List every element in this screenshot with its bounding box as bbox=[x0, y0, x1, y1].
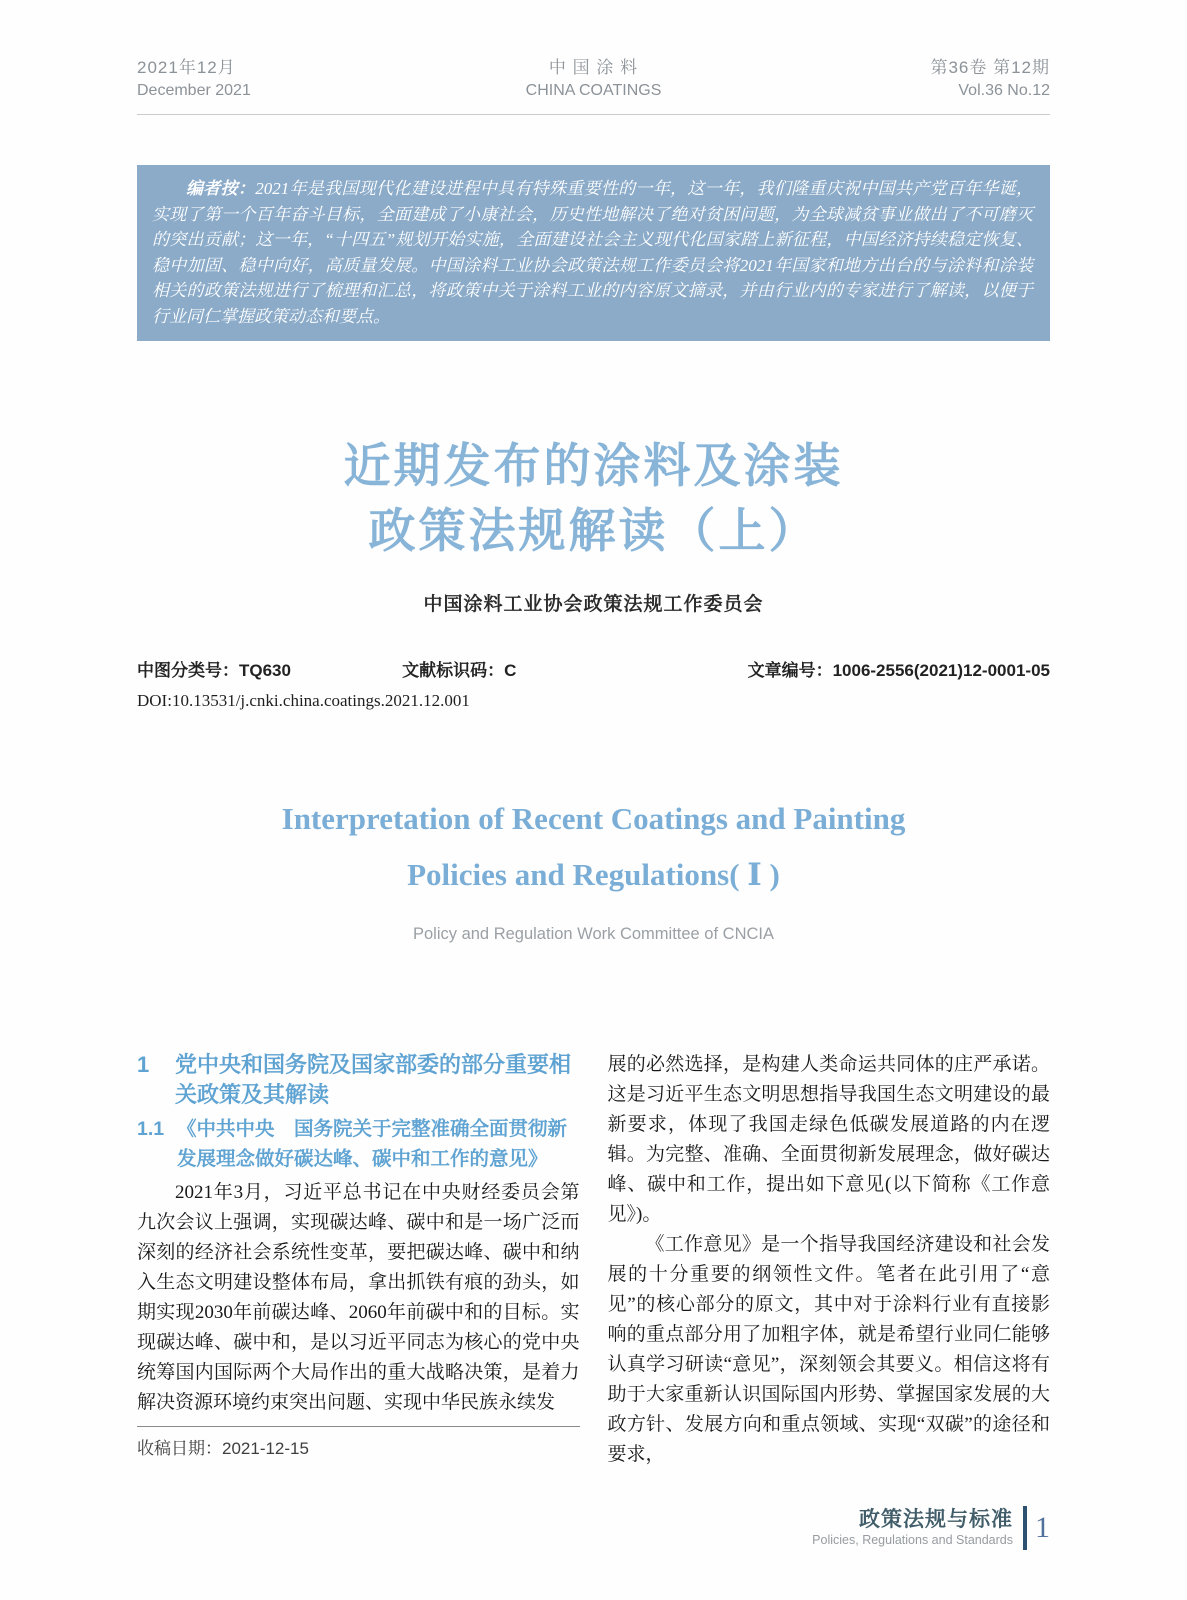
issue-date-en: December 2021 bbox=[137, 82, 251, 99]
article-title-en-line1: Interpretation of Recent Coatings and Painting bbox=[281, 801, 906, 836]
paragraph-1-right: 展的必然选择，是构建人类命运共同体的庄严承诺。这是习近平生态文明思想指导我国生态文明建设的最新要求，体现了我国走绿色低碳发展道路的内在逻辑。为完整、准确、全面贯彻新发展理念，做好碳达峰、碳中和工作，提出如下意见(以下简称《工作意见》)。 bbox=[607, 1054, 1050, 1225]
editor-note-box bbox=[137, 165, 1050, 341]
page-footer bbox=[812, 1506, 1050, 1550]
section-1-heading bbox=[137, 1050, 580, 1110]
article-id: 文章编号：1006-2556(2021)12-0001-05 bbox=[747, 661, 1050, 680]
received-date-note: 收稿日期：2021-12-15 bbox=[137, 1426, 580, 1459]
article-title-en bbox=[137, 791, 1050, 903]
editor-note-label: 编者按： bbox=[186, 179, 256, 198]
paragraph-2: 《工作意见》是一个指导我国经济建设和社会发展的十分重要的纲领性文件。笔者在此引用了“意见”的核心部分的原文，其中对于涂料行业有直接影响的重点部分用了加粗字体，就是希望行业同仁能够认真学习研读“意见”，深刻领会其要义。相信这将有助于大家重新认识国际国内形势、掌握国家发展的大政方针、发展方向和重点领域、实现“双碳”的途径和要求， bbox=[607, 1234, 1050, 1465]
section-1-1-heading bbox=[137, 1114, 580, 1174]
article-title-zh-line2: 政策法规解读（上） bbox=[368, 504, 819, 557]
author-en: Policy and Regulation Work Committee of CNCIA bbox=[412, 925, 774, 943]
footer-section-en: Policies, Regulations and Standards bbox=[812, 1533, 1013, 1547]
article-meta-row bbox=[137, 656, 1050, 681]
footer-section-zh: 政策法规与标准 bbox=[859, 1508, 1013, 1531]
editor-note-text: 2021年是我国现代化建设进程中具有特殊重要性的一年，这一年，我们隆重庆祝中国共产党百年华诞，实现了第一个百年奋斗目标，全面建成了小康社会，历史性地解决了绝对贫困问题，为全球减贫事业做出了不可磨灭的突出贡献；这一年，“十四五”规划开始实施，全面建设社会主义现代化国家踏上新征程，中国经济持续稳定恢复、稳中加固、稳中向好，高质量发展。中国涂料工业协会政策法规工作委员会将2021年国家和地方出台的与涂料和涂装相关的政策法规进行了梳理和汇总，将政策中关于涂料工业的内容原文摘录，并由行业内的专家进行了解读，以便于行业同仁掌握政策动态和要点。 bbox=[152, 179, 1034, 326]
section-1-1-title: 《中共中央 国务院关于完整准确全面贯彻新发展理念做好碳达峰、碳中和工作的意见》 bbox=[177, 1118, 568, 1170]
footer-section-name bbox=[812, 1508, 1013, 1548]
issue-date-zh: 2021年12月 bbox=[137, 58, 236, 77]
journal-running-head bbox=[137, 0, 1050, 115]
clc-number: 中图分类号：TQ630 bbox=[137, 661, 291, 680]
column-left bbox=[137, 1050, 580, 1470]
article-title-zh bbox=[137, 433, 1050, 563]
article-title-en-line2: Policies and Regulations( Ⅰ ) bbox=[407, 857, 780, 892]
author-zh: 中国涂料工业协会政策法规工作委员会 bbox=[423, 594, 764, 615]
journal-name bbox=[137, 56, 1050, 102]
section-1-title: 党中央和国务院及国家部委的部分重要相关政策及其解读 bbox=[175, 1052, 572, 1107]
doi: DOI:10.13531/j.cnki.china.coatings.2021.12.001 bbox=[137, 691, 470, 710]
editor-note-paragraph bbox=[152, 176, 1033, 329]
paragraph-1-left: 2021年3月，习近平总书记在中央财经委员会第九次会议上强调，实现碳达峰、碳中和是一场广泛而深刻的经济社会系统性变革，要把碳达峰、碳中和纳入生态文明建设整体布局，拿出抓铁有痕的劲头，如期实现2030年前碳达峰、2060年前碳中和的目标。实现碳达峰、碳中和，是以习近平同志为核心的党中央统筹国内国际两个大局作出的重大战略决策，是着力解决资源环境约束突出问题、实现中华民族永续发 bbox=[137, 1182, 580, 1413]
page-number: 1 bbox=[1035, 1511, 1050, 1544]
section-1-1-number: 1.1 bbox=[137, 1118, 165, 1140]
journal-name-en: CHINA COATINGS bbox=[525, 82, 662, 99]
journal-name-zh: 中 国 涂 料 bbox=[548, 58, 639, 77]
column-right bbox=[608, 1050, 1051, 1470]
article-body bbox=[137, 1050, 1050, 1470]
article-title-zh-line1: 近期发布的涂料及涂装 bbox=[343, 439, 844, 492]
footer-divider-bar bbox=[1023, 1506, 1027, 1550]
section-1-number: 1 bbox=[137, 1052, 150, 1077]
volume-issue-en: Vol.36 No.12 bbox=[958, 82, 1050, 99]
volume-issue-zh: 第36卷 第12期 bbox=[930, 58, 1050, 77]
document-code: 文献标识码：C bbox=[402, 661, 517, 680]
